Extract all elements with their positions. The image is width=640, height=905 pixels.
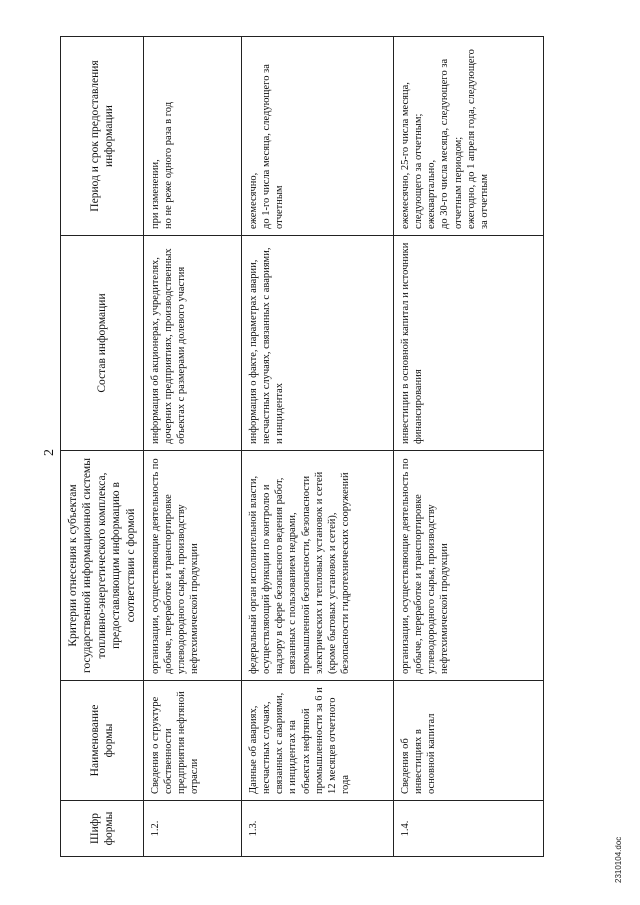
row-criteria: организации, осуществляющие деятельность по добыче, переработке и транспортировке углеводородного сырья, производству нефтехимической продукции bbox=[144, 451, 242, 681]
header-name: Наименование формы bbox=[61, 681, 144, 801]
page-number: 2 bbox=[42, 449, 57, 456]
row-name: Сведения о структуре собственности предприятия нефтяной отрасли bbox=[144, 681, 242, 801]
row-code: 1.4. bbox=[394, 801, 544, 857]
row-code: 1.2. bbox=[144, 801, 242, 857]
header-content: Состав информации bbox=[61, 236, 144, 451]
forms-table bbox=[60, 36, 544, 857]
row-code: 1.3. bbox=[242, 801, 394, 857]
row-name: Данные об авариях, несчастных случаях, связанных с авариями, и инцидентах на объектах нефтяной промышленности за 6 и 12 месяцев отчетного года bbox=[242, 681, 394, 801]
table-row bbox=[242, 37, 394, 857]
table-row bbox=[144, 37, 242, 857]
row-period: при изменении, но не реже одного раза в год bbox=[144, 37, 242, 236]
row-content: информация о факте, параметрах аварии, несчастных случаях, связанных с авариями, и инцидентах bbox=[242, 236, 394, 451]
row-criteria: организации, осуществляющие деятельность по добыче, переработке и транспортировке углеводородного сырья, производству нефтехимической продукции bbox=[394, 451, 544, 681]
table-header-row bbox=[61, 37, 144, 857]
row-name: Сведения об инвестициях в основной капитал bbox=[394, 681, 544, 801]
table-row bbox=[394, 37, 544, 857]
row-criteria: федеральный орган исполнительной власти, осуществляющий функции по контролю и надзору в сфере безопасного ведения работ, связанных с пользованием недрами, промышленной безопасности, безопасности электрических и тепловых установок и сетей (кроме бытовых установок и сетей), безопасности гидротехнических сооружений bbox=[242, 451, 394, 681]
header-criteria: Критерии отнесения к субъектам государственной информационной системы топливно-энергетического комплекса, предоставляющим информацию в соответствии с формой bbox=[61, 451, 144, 681]
row-content: инвестиции в основной капитал и источники финансирования bbox=[394, 236, 544, 451]
header-period: Период и срок предоставления информации bbox=[61, 37, 144, 236]
footer-filename: 2310104.doc bbox=[614, 836, 623, 883]
header-code: Шифр формы bbox=[61, 801, 144, 857]
row-period: ежемесячно, до 1-го числа месяца, следующего за отчетным bbox=[242, 37, 394, 236]
row-period: ежемесячно, 25-го числа месяца, следующего за отчетным; ежеквартально, до 30-го числа месяца, следующего за отчетным периодом; ежегодно, до 1 апреля года, следующего за отчетным bbox=[394, 37, 544, 236]
row-content: информация об акционерах, учредителях, дочерних предприятиях, производственных объектах с размерами долевого участия bbox=[144, 236, 242, 451]
